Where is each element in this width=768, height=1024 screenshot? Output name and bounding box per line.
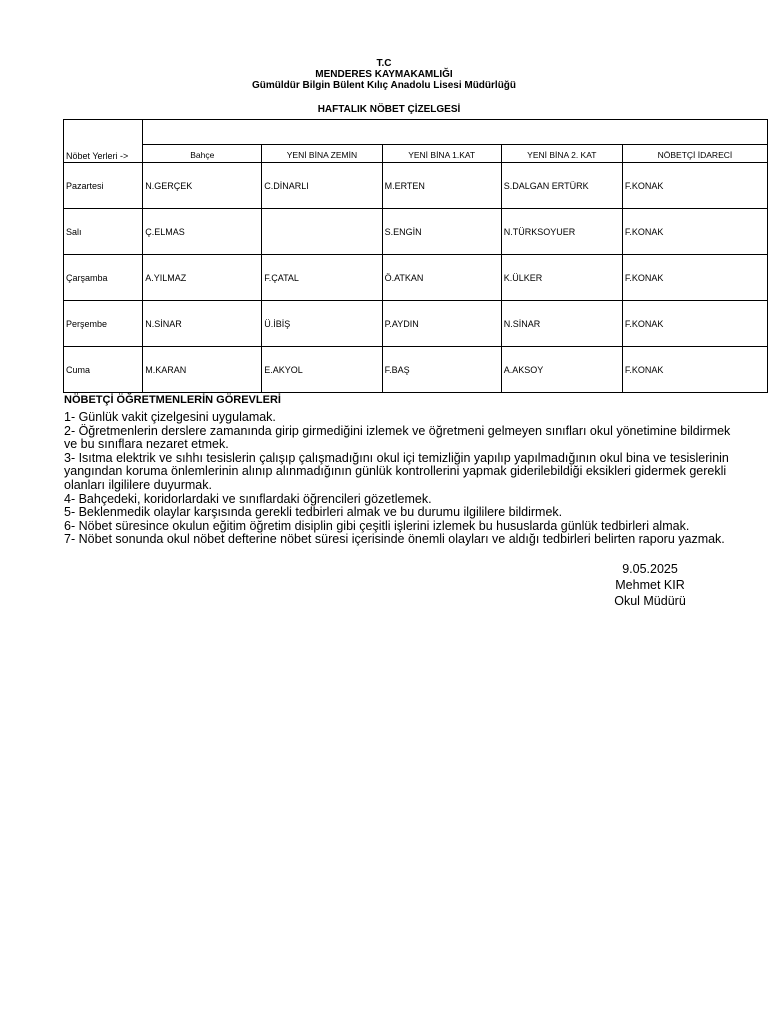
duty-line: olanları ilgililere duyurmak. [64, 477, 212, 492]
table-cell: N.SİNAR [143, 301, 262, 347]
table-cell: F.KONAK [622, 255, 767, 301]
table-cell: F.ÇATAL [262, 255, 382, 301]
table-corner-cell [64, 120, 143, 145]
table-row [64, 301, 768, 347]
column-header-zemin: YENİ BİNA ZEMİN [262, 145, 382, 163]
table-cell: Ö.ATKAN [382, 255, 501, 301]
column-header-1kat: YENİ BİNA 1.KAT [382, 145, 501, 163]
header-kaymakamlik: MENDERES KAYMAKAMLIĞI [315, 69, 453, 80]
page-title: HAFTALIK NÖBET ÇİZELGESİ [317, 104, 461, 115]
column-header-idareci: NÖBETÇİ İDARECİ [622, 145, 767, 163]
table-cell: S.ENGİN [382, 209, 501, 255]
table-cell: C.DİNARLI [262, 163, 382, 209]
signature-block [600, 561, 700, 609]
table-cell: S.DALGAN ERTÜRK [501, 163, 622, 209]
day-label: Salı [64, 209, 143, 255]
table-top-blank-cell [143, 120, 768, 145]
signature-name: Mehmet KIR [615, 578, 685, 592]
table-cell: Ü.İBİŞ [262, 301, 382, 347]
table-cell: K.ÜLKER [501, 255, 622, 301]
table-cell: F.KONAK [622, 209, 767, 255]
table-header-row [64, 145, 768, 163]
table-row [64, 255, 768, 301]
duty-line: 6- Nöbet süresince okulun eğitim öğretim disiplin gibi çeşitli işlerini izlemek bu hususlarda günlük tedbirleri almak. [64, 518, 690, 533]
table-cell: F.KONAK [622, 347, 767, 393]
header-school: Gümüldür Bilgin Bülent Kılıç Anadolu Lisesi Müdürlüğü [251, 80, 517, 91]
table-cell: F.KONAK [622, 163, 767, 209]
signature-role: Okul Müdürü [614, 594, 686, 608]
table-cell: Ç.ELMAS [143, 209, 262, 255]
day-label: Perşembe [64, 301, 143, 347]
table-cell [262, 209, 382, 255]
duty-line: 3- Isıtma elektrik ve sıhhı tesislerin çalışıp çalışmadığını okul içi temizliğin yapılıp yapılmadığının okul bina ve tesislerinin [64, 450, 729, 465]
column-header-bahce: Bahçe [143, 145, 262, 163]
row-header-label: Nöbet Yerleri -> [64, 145, 143, 163]
day-label: Çarşamba [64, 255, 143, 301]
duties-title: NÖBETÇİ ÖĞRETMENLERİN GÖREVLERİ [64, 394, 281, 406]
header-tc: T.C [376, 58, 392, 69]
table-row [64, 209, 768, 255]
duties-list [64, 411, 764, 547]
table-cell: N.TÜRKSOYUER [501, 209, 622, 255]
table-cell: E.AKYOL [262, 347, 382, 393]
table-cell: N.SİNAR [501, 301, 622, 347]
duty-line: ve bu sınıflara nezaret etmek. [64, 437, 229, 452]
table-cell: N.GERÇEK [143, 163, 262, 209]
table-cell: M.ERTEN [382, 163, 501, 209]
duty-line: 2- Öğretmenlerin derslere zamanında girip girmediğini izlemek ve öğretmeni gelmeyen sınıfları okul yönetimine bildirmek [64, 423, 731, 438]
day-label: Pazartesi [64, 163, 143, 209]
column-header-2kat: YENİ BİNA 2. KAT [501, 145, 622, 163]
table-cell: A.AKSOY [501, 347, 622, 393]
duty-line: 7- Nöbet sonunda okul nöbet defterine nöbet süresi içerisinde önemli olayları ve aldığı tedbirleri belirten raporu yazmak. [64, 532, 725, 547]
table-cell: A.YILMAZ [143, 255, 262, 301]
duty-schedule-table [63, 119, 768, 393]
duty-line: 5- Beklenmedik olaylar karşısında gerekli tedbirleri almak ve bu durumu ilgililere bildirmek. [64, 505, 563, 520]
duty-line: 4- Bahçedeki, koridorlardaki ve sınıflardaki öğrencileri gözetlemek. [64, 491, 432, 506]
table-cell: F.KONAK [622, 301, 767, 347]
table-top-row [64, 120, 768, 145]
table-cell: P.AYDIN [382, 301, 501, 347]
table-row [64, 347, 768, 393]
table-cell: M.KARAN [143, 347, 262, 393]
day-label: Cuma [64, 347, 143, 393]
signature-date: 9.05.2025 [622, 562, 678, 576]
duty-line: 1- Günlük vakit çizelgesini uygulamak. [64, 410, 276, 424]
table-row [64, 163, 768, 209]
duty-line: yangından koruma önlemlerinin alınıp alınmadığının günlük kontrollerini yapmak giderilebildiği eksikleri gidermek gerekli [64, 464, 727, 479]
table-cell: F.BAŞ [382, 347, 501, 393]
